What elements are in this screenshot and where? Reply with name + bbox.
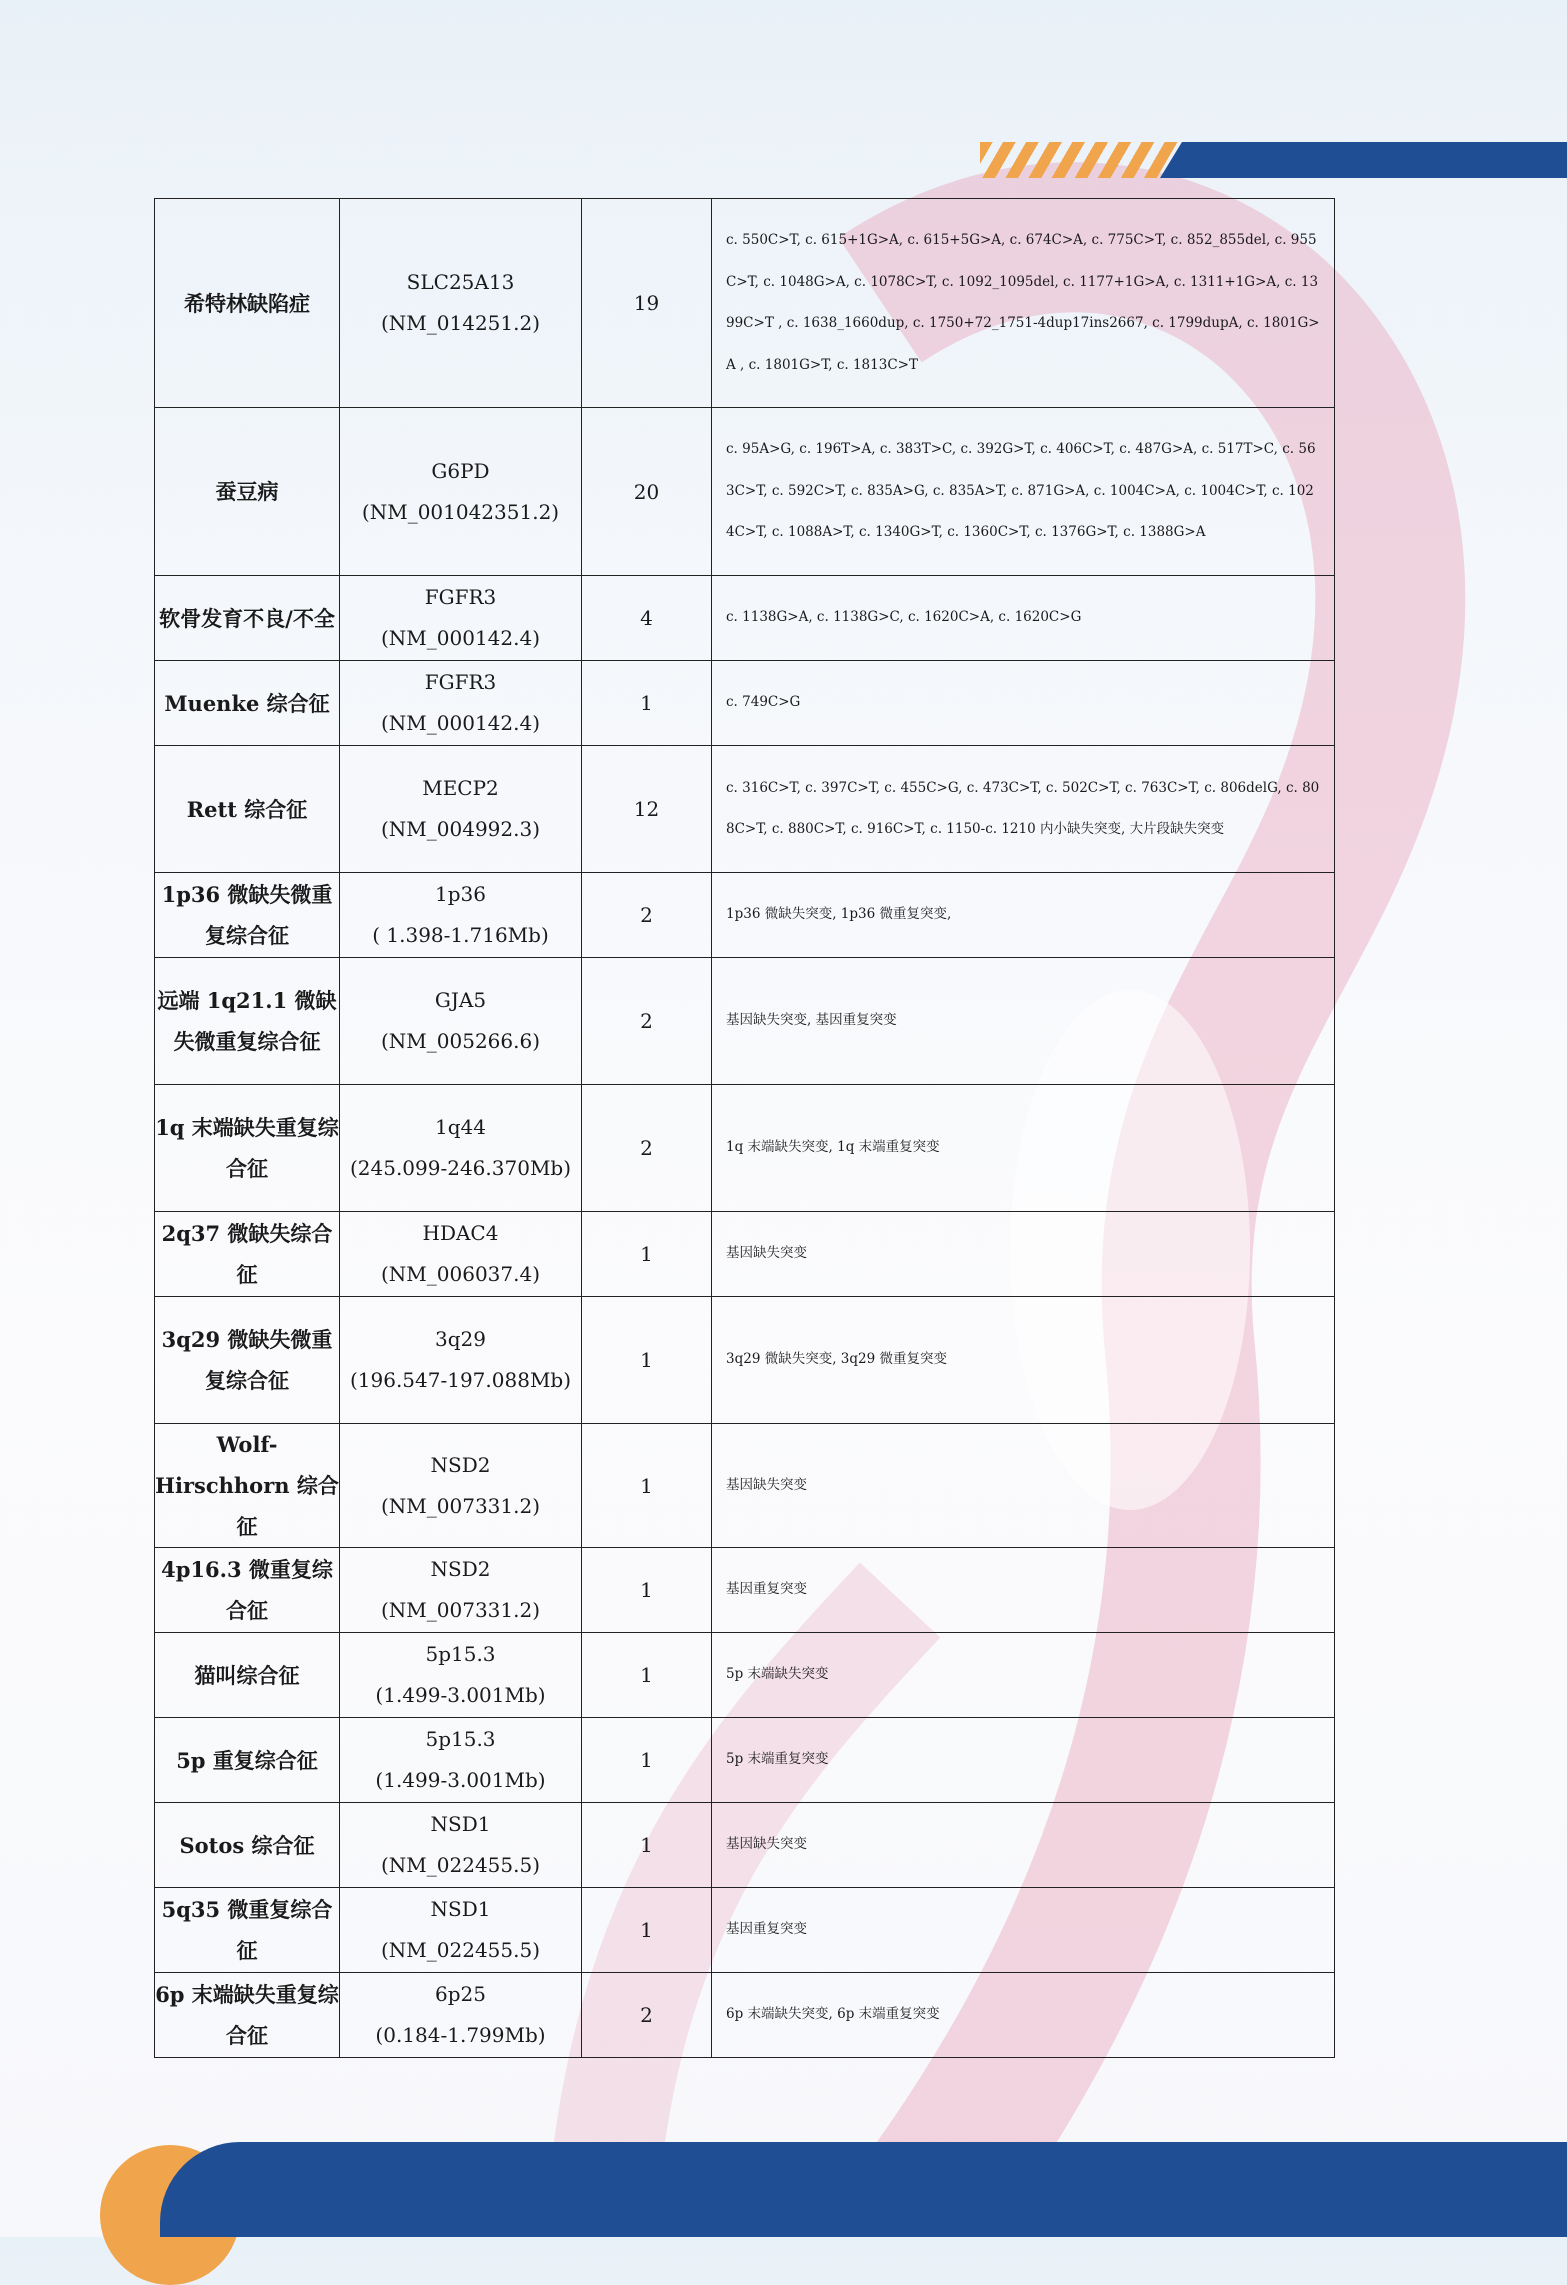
- gene-cell: [340, 873, 582, 958]
- transcript-id: (NM_022455.5): [380, 1938, 540, 1962]
- gene-cell: [340, 1973, 582, 2058]
- gene-symbol: FGFR3: [424, 585, 497, 609]
- gene-symbol: NSD1: [430, 1812, 491, 1836]
- disease-cell: 远端 1q21.1 微缺失微重复综合征: [155, 958, 340, 1085]
- transcript-id: ( 1.398-1.716Mb): [372, 923, 549, 947]
- transcript-id: (NM_000142.4): [380, 711, 540, 735]
- gene-symbol: 5p15.3: [425, 1642, 496, 1666]
- table-row: [155, 199, 1335, 408]
- variants-cell: 基因重复突变: [712, 1888, 1335, 1973]
- disease-cell: 猫叫综合征: [155, 1633, 340, 1718]
- variants-cell: 基因缺失突变: [712, 1424, 1335, 1548]
- table-row: [155, 1085, 1335, 1212]
- table-row: [155, 576, 1335, 661]
- table-row: [155, 746, 1335, 873]
- variant-count-cell: 2: [582, 1085, 712, 1212]
- transcript-id: (1.499-3.001Mb): [375, 1768, 546, 1792]
- gene-cell: [340, 576, 582, 661]
- header-stripes-decoration: [980, 142, 1180, 178]
- variant-count-cell: 4: [582, 576, 712, 661]
- gene-symbol: 3q29: [435, 1327, 486, 1351]
- gene-symbol: SLC25A13: [406, 270, 515, 294]
- transcript-id: (NM_001042351.2): [361, 499, 560, 524]
- gene-cell: [340, 1548, 582, 1633]
- disease-cell: 5q35 微重复综合征: [155, 1888, 340, 1973]
- footer-bar: [160, 2142, 1567, 2237]
- gene-cell: [340, 958, 582, 1085]
- transcript-id: (NM_005266.6): [380, 1029, 540, 1053]
- gene-cell: [340, 746, 582, 873]
- transcript-id: (NM_007331.2): [380, 1598, 540, 1622]
- transcript-id: (196.547-197.088Mb): [349, 1368, 572, 1392]
- disease-cell: 1q 末端缺失重复综合征: [155, 1085, 340, 1212]
- disease-cell: 3q29 微缺失微重复综合征: [155, 1297, 340, 1424]
- transcript-id: (NM_022455.5): [380, 1853, 540, 1877]
- transcript-id: (245.099-246.370Mb): [349, 1156, 572, 1180]
- variant-count-cell: 12: [582, 746, 712, 873]
- variants-cell: 基因重复突变: [712, 1548, 1335, 1633]
- gene-variant-table: [154, 198, 1335, 2058]
- variant-count-cell: 1: [582, 1548, 712, 1633]
- disease-cell: 4p16.3 微重复综合征: [155, 1548, 340, 1633]
- disease-cell: Sotos 综合征: [155, 1803, 340, 1888]
- table-row: [155, 1888, 1335, 1973]
- table-row: [155, 1718, 1335, 1803]
- table-row: [155, 1633, 1335, 1718]
- variants-cell: 1q 末端缺失突变, 1q 末端重复突变: [712, 1085, 1335, 1212]
- disease-cell: 5p 重复综合征: [155, 1718, 340, 1803]
- table-row: [155, 1973, 1335, 2058]
- gene-symbol: GJA5: [434, 988, 487, 1012]
- transcript-id: (0.184-1.799Mb): [375, 2023, 546, 2047]
- gene-cell: [340, 1212, 582, 1297]
- transcript-id: (NM_014251.2): [380, 311, 540, 335]
- gene-symbol: 5p15.3: [425, 1727, 496, 1751]
- transcript-id: (NM_004992.3): [380, 817, 540, 841]
- variants-cell: 6p 末端缺失突变, 6p 末端重复突变: [712, 1973, 1335, 2058]
- gene-symbol: 1q44: [435, 1115, 486, 1139]
- gene-cell: [340, 1888, 582, 1973]
- table-row: [155, 1424, 1335, 1548]
- variants-cell: 5p 末端缺失突变: [712, 1633, 1335, 1718]
- gene-symbol: MECP2: [422, 776, 499, 800]
- transcript-id: (NM_007331.2): [380, 1493, 540, 1518]
- variants-cell: 基因缺失突变, 基因重复突变: [712, 958, 1335, 1085]
- variant-count-cell: 20: [582, 408, 712, 576]
- gene-cell: [340, 1085, 582, 1212]
- variant-count-cell: 1: [582, 1803, 712, 1888]
- table-row: [155, 958, 1335, 1085]
- table-row: [155, 1297, 1335, 1424]
- disease-cell: 6p 末端缺失重复综合征: [155, 1973, 340, 2058]
- variant-count-cell: 1: [582, 1424, 712, 1548]
- gene-symbol: HDAC4: [422, 1221, 499, 1245]
- table-body: [155, 199, 1335, 2058]
- variant-count-cell: 1: [582, 661, 712, 746]
- table-row: [155, 1803, 1335, 1888]
- gene-cell: [340, 408, 582, 576]
- disease-cell: 2q37 微缺失综合征: [155, 1212, 340, 1297]
- variant-count-cell: 1: [582, 1212, 712, 1297]
- gene-symbol: 6p25: [435, 1982, 486, 2006]
- variants-cell: c. 550C>T, c. 615+1G>A, c. 615+5G>A, c. 674C>A, c. 775C>T, c. 852_855del, c. 955C>T, c. 1048G>A, c. 1078C>T, c. 1092_1095del, c. 1177+1G>A, c. 1311+1G>A, c. 1399C>T , c. 1638_1660dup, c. 1750+72_1751-4dup17ins2667, c. 1799dupA, c. 1801G>A , c. 1801G>T, c. 1813C>T: [712, 199, 1335, 408]
- gene-cell: [340, 1803, 582, 1888]
- variant-count-cell: 1: [582, 1718, 712, 1803]
- gene-cell: [340, 199, 582, 408]
- variant-count-cell: 1: [582, 1633, 712, 1718]
- variants-cell: c. 95A>G, c. 196T>A, c. 383T>C, c. 392G>T, c. 406C>T, c. 487G>A, c. 517T>C, c. 563C>T, c. 592C>T, c. 835A>G, c. 835A>T, c. 871G>A, c. 1004C>A, c. 1004C>T, c. 1024C>T, c. 1088A>T, c. 1340G>T, c. 1360C>T, c. 1376G>T, c. 1388G>A: [712, 408, 1335, 576]
- gene-cell: [340, 1633, 582, 1718]
- transcript-id: (NM_006037.4): [380, 1262, 540, 1286]
- gene-symbol: 1p36: [435, 882, 486, 906]
- disease-cell: 蚕豆病: [155, 408, 340, 576]
- table-row: [155, 1212, 1335, 1297]
- gene-symbol: NSD1: [430, 1897, 491, 1921]
- variants-cell: c. 1138G>A, c. 1138G>C, c. 1620C>A, c. 1620C>G: [712, 576, 1335, 661]
- header-bar: [1160, 142, 1567, 178]
- gene-symbol: NSD2: [430, 1557, 491, 1581]
- table-row: [155, 661, 1335, 746]
- transcript-id: (NM_000142.4): [380, 626, 540, 650]
- variant-count-cell: 1: [582, 1888, 712, 1973]
- disease-cell: 希特林缺陷症: [155, 199, 340, 408]
- variants-cell: 基因缺失突变: [712, 1212, 1335, 1297]
- gene-cell: [340, 1718, 582, 1803]
- table-row: [155, 408, 1335, 576]
- disease-cell: 1p36 微缺失微重复综合征: [155, 873, 340, 958]
- gene-symbol: G6PD: [431, 458, 490, 483]
- disease-cell: Wolf-Hirschhorn 综合征: [155, 1424, 340, 1548]
- variant-count-cell: 1: [582, 1297, 712, 1424]
- variants-cell: 5p 末端重复突变: [712, 1718, 1335, 1803]
- gene-symbol: NSD2: [430, 1452, 491, 1477]
- disease-cell: Rett 综合征: [155, 746, 340, 873]
- gene-cell: [340, 1297, 582, 1424]
- variants-cell: c. 749C>G: [712, 661, 1335, 746]
- variants-cell: 1p36 微缺失突变, 1p36 微重复突变,: [712, 873, 1335, 958]
- disease-cell: Muenke 综合征: [155, 661, 340, 746]
- transcript-id: (1.499-3.001Mb): [375, 1683, 546, 1707]
- gene-cell: [340, 661, 582, 746]
- gene-cell: [340, 1424, 582, 1548]
- variant-count-cell: 19: [582, 199, 712, 408]
- variants-cell: c. 316C>T, c. 397C>T, c. 455C>G, c. 473C>T, c. 502C>T, c. 763C>T, c. 806delG, c. 808C>T, c. 880C>T, c. 916C>T, c. 1150-c. 1210 内小缺失突变, 大片段缺失突变: [712, 746, 1335, 873]
- variants-cell: 3q29 微缺失突变, 3q29 微重复突变: [712, 1297, 1335, 1424]
- variant-count-cell: 2: [582, 958, 712, 1085]
- table-row: [155, 1548, 1335, 1633]
- gene-symbol: FGFR3: [424, 670, 497, 694]
- variant-count-cell: 2: [582, 1973, 712, 2058]
- disease-cell: 软骨发育不良/不全: [155, 576, 340, 661]
- table-row: [155, 873, 1335, 958]
- variant-count-cell: 2: [582, 873, 712, 958]
- variants-cell: 基因缺失突变: [712, 1803, 1335, 1888]
